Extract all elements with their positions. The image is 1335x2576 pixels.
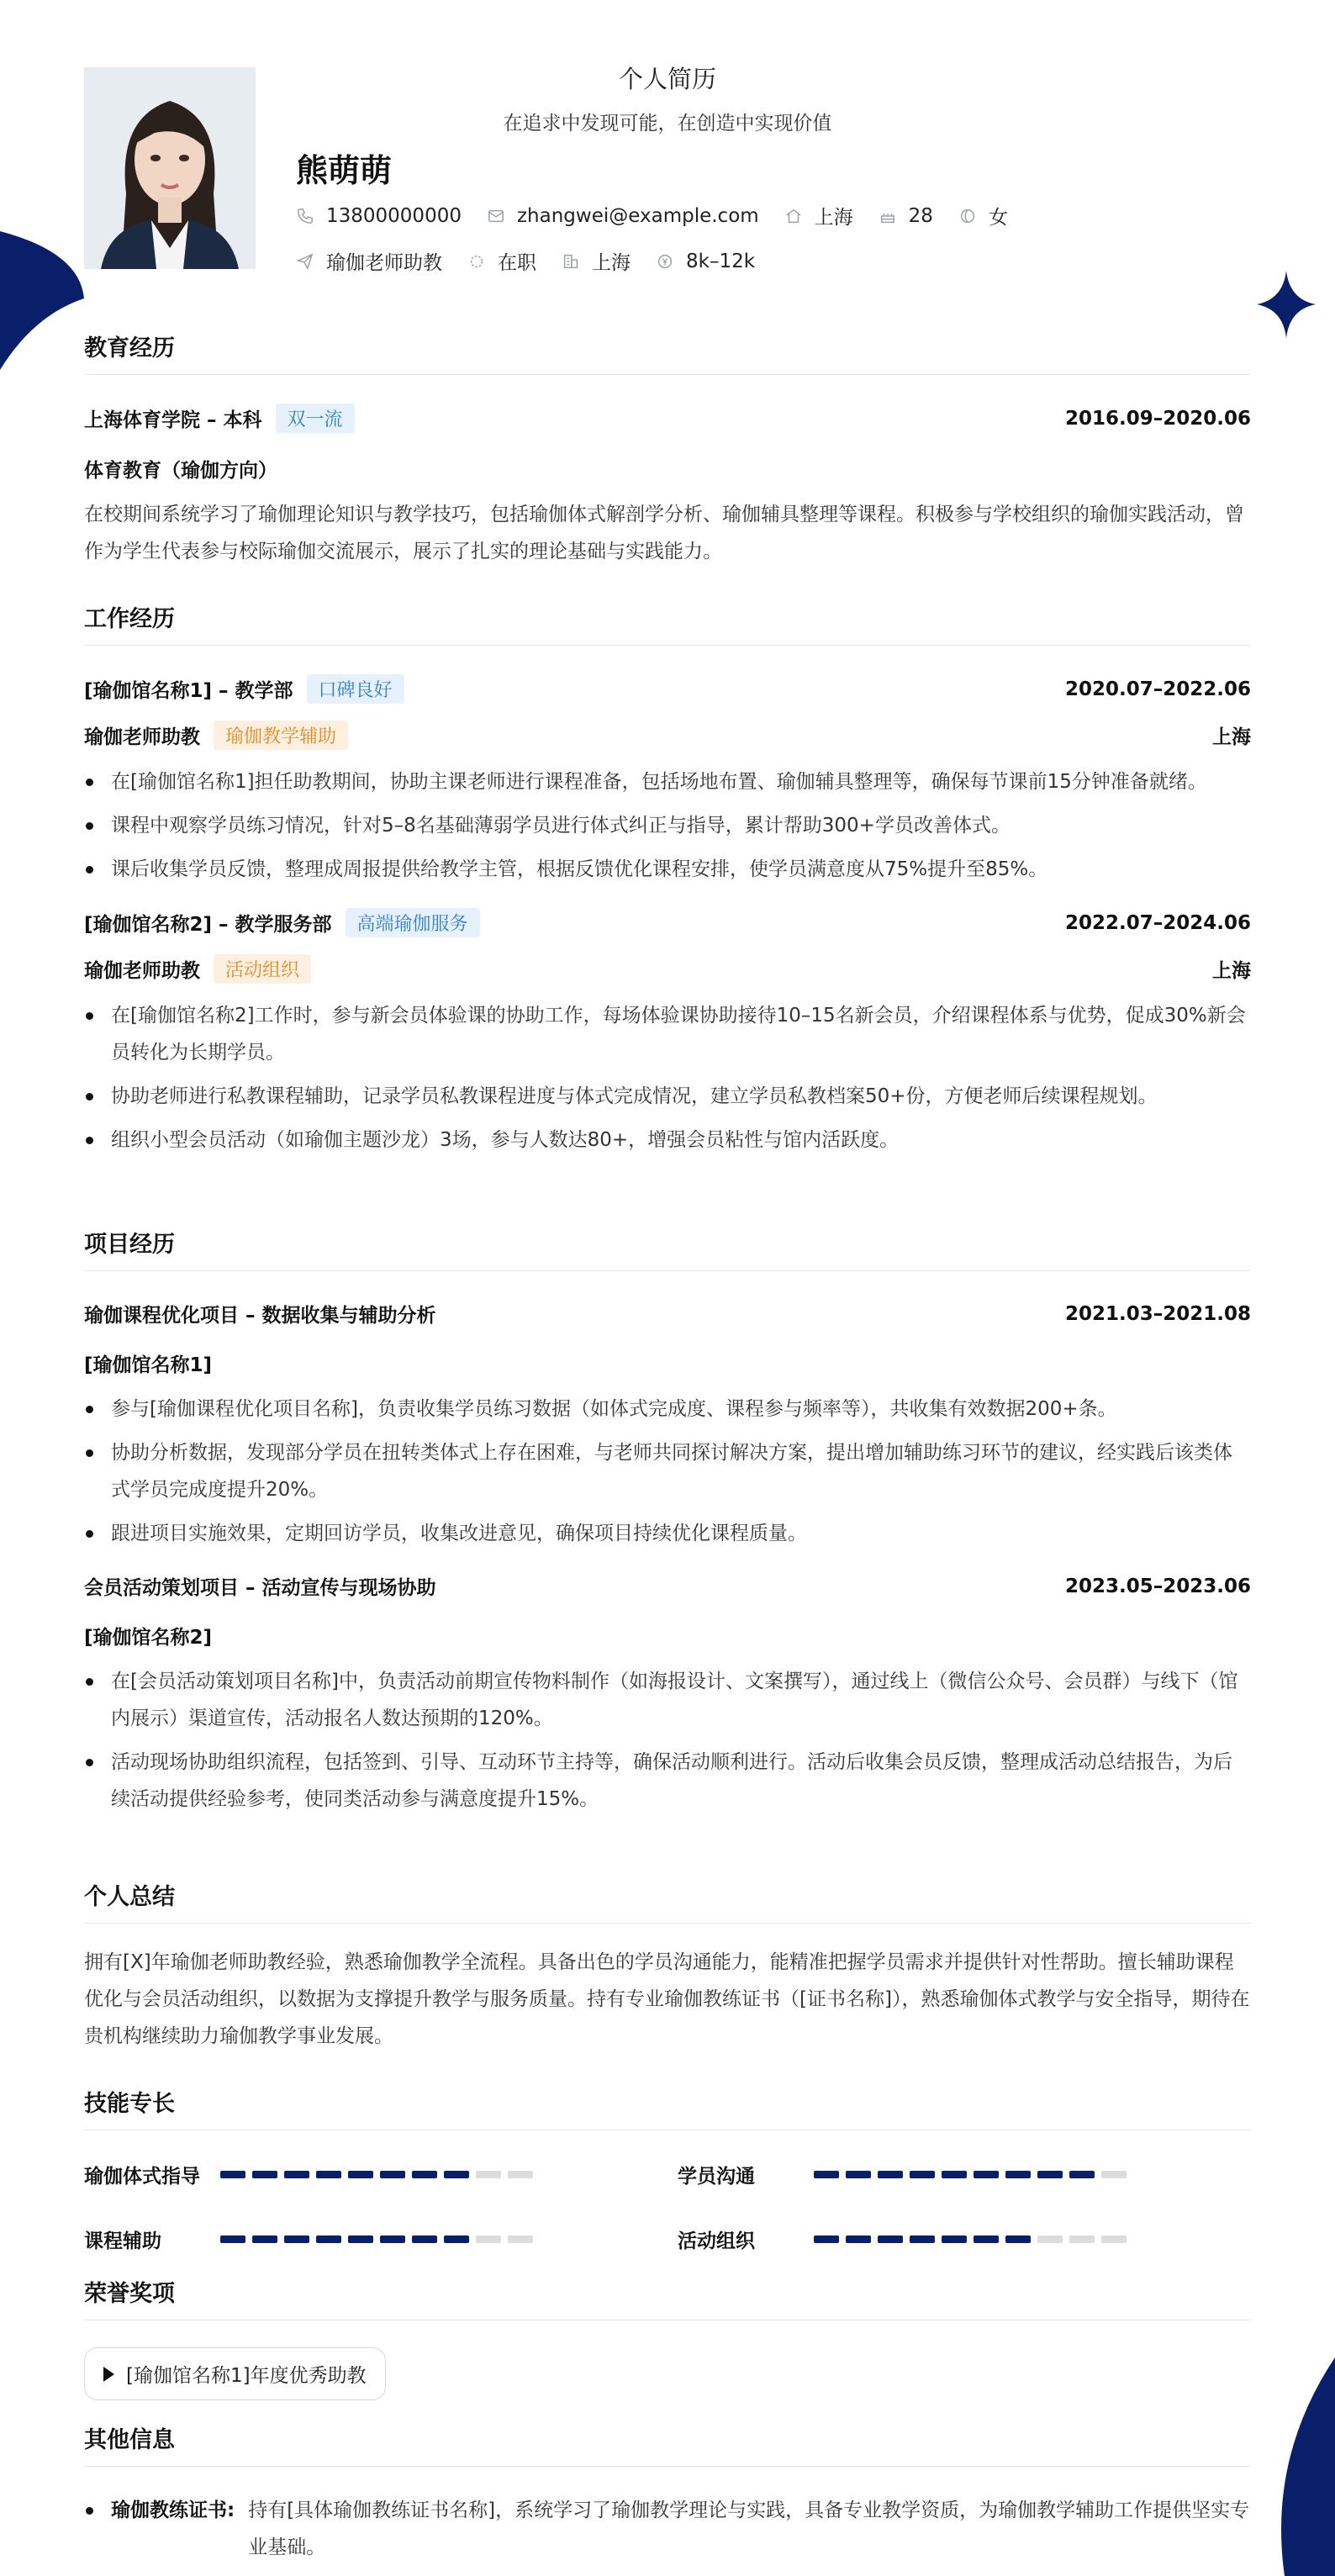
sparkle-icon xyxy=(1257,271,1316,338)
project-bullets xyxy=(84,1663,1251,1818)
skill-level-segment xyxy=(316,2171,341,2178)
skill-level-segment xyxy=(220,2236,245,2243)
caret-right-icon xyxy=(103,2367,114,2382)
skill-name: 学员沟通 xyxy=(678,2166,755,2188)
job-intent-item xyxy=(296,247,442,275)
skill-name: 课程辅助 xyxy=(84,2230,161,2252)
target-city-value: 上海 xyxy=(592,252,631,274)
job-bullets xyxy=(84,763,1251,888)
skill-level-segment xyxy=(814,2171,839,2178)
position-tag: 活动组织 xyxy=(214,954,311,984)
school-tag: 双一流 xyxy=(276,404,355,433)
skill-level-segment xyxy=(508,2171,533,2178)
skill-level-segment xyxy=(1069,2171,1095,2178)
honors-section xyxy=(84,2275,1251,2400)
age-item xyxy=(879,205,933,227)
skill-level-segment xyxy=(846,2236,871,2243)
candidate-name: 熊萌萌 xyxy=(296,152,393,189)
gender-item xyxy=(958,202,1008,230)
skill-level-segment xyxy=(444,2171,469,2178)
job-intent-value: 瑜伽老师助教 xyxy=(326,252,442,274)
job-date: 2020.07–2022.06 xyxy=(1064,678,1251,700)
slogan: 在追求中发现可能，在创造中实现价值 xyxy=(503,113,832,135)
list-item: 在[瑜伽馆名称2]工作时，参与新会员体验课的协助工作，每场体验课协助接待10–15名新会员，介绍课程体系与优势，促成30%新会员转化为长期学员。 xyxy=(84,997,1251,1071)
summary-section xyxy=(84,1878,1251,2055)
gender-value: 女 xyxy=(988,207,1008,229)
resume-page xyxy=(84,0,1251,2558)
company-name: [瑜伽馆名称1] – 教学部 xyxy=(84,680,293,702)
skill-level-segment xyxy=(348,2236,373,2243)
skill-level-segment xyxy=(380,2236,405,2243)
list-item: 活动现场协助组织流程，包括签到、引导、互动环节主持等，确保活动顺利进行。活动后收集会员反馈，整理成活动总结报告，为后续活动提供经验参考，使同类活动参与满意度提升15%。 xyxy=(84,1744,1251,1818)
projects-section xyxy=(84,1226,1251,1824)
education-row xyxy=(84,404,1251,433)
profile-photo xyxy=(84,67,256,269)
project-bullets xyxy=(84,1391,1251,1552)
skill-level-segment xyxy=(910,2171,935,2178)
work-section xyxy=(84,600,1251,1165)
job-company-row xyxy=(84,674,1251,704)
send-icon xyxy=(296,252,314,271)
email-value: zhangwei@example.com xyxy=(516,204,759,227)
other-label: 瑜伽教练证书: xyxy=(111,2499,235,2521)
other-text: 持有[具体瑜伽教练证书名称]，系统学习了瑜伽教学理论与实践，具备专业教学资质，为瑜伽教学辅助工作提供坚实专业基础。 xyxy=(248,2499,1250,2558)
skill-level-bar xyxy=(814,2171,1133,2178)
skill-level-segment xyxy=(1005,2236,1031,2243)
skill-level-segment xyxy=(348,2171,373,2178)
skill-level-segment xyxy=(444,2236,469,2243)
project-org: [瑜伽馆名称2] xyxy=(84,1627,213,1649)
cake-icon xyxy=(879,207,897,225)
skill-level-segment xyxy=(1005,2171,1031,2178)
list-item: 组织小型会员活动（如瑜伽主题沙龙）3场，参与人数达80+，增强会员粘性与馆内活跃度。 xyxy=(84,1122,1251,1159)
mail-icon xyxy=(487,207,505,225)
job-location: 上海 xyxy=(1212,726,1251,748)
skill-level-segment xyxy=(1037,2171,1063,2178)
major-name: 体育教育（瑜伽方向） xyxy=(84,460,277,482)
list-item: 在[会员活动策划项目名称]中，负责活动前期宣传物料制作（如海报设计、文案撰写），通过线上（微信公众号、会员群）与线下（馆内展示）渠道宣传，活动报名人数达预期的120%。 xyxy=(84,1663,1251,1737)
project-row xyxy=(84,1300,1251,1328)
skill-level-bar xyxy=(220,2236,540,2243)
skill-level-segment xyxy=(910,2236,935,2243)
summary-text: 拥有[X]年瑜伽老师助教经验，熟悉瑜伽教学全流程。具备出色的学员沟通能力，能精准把握学员需求并提供针对性帮助。擅长辅助课程优化与会员活动组织，以数据为支撑提升教学与服务质量。持有专业瑜伽教练证书（[证书名称]），熟悉瑜伽体式教学与安全指导，期待在贵机构继续助力瑜伽教学事业发展。 xyxy=(84,1951,1250,2047)
list-item: 课程中观察学员练习情况，针对5–8名基础薄弱学员进行体式纠正与指导，累计帮助300+学员改善体式。 xyxy=(84,807,1251,844)
skill-item xyxy=(678,2161,1251,2188)
money-icon xyxy=(656,252,674,271)
education-section xyxy=(84,330,1251,570)
skill-level-segment xyxy=(412,2236,437,2243)
job-info-row xyxy=(296,247,780,275)
skill-level-segment xyxy=(380,2171,405,2178)
skill-level-segment xyxy=(942,2171,967,2178)
project-org-row xyxy=(84,1622,1251,1650)
section-title: 荣誉奖项 xyxy=(84,2275,1251,2320)
list-item: 课后收集学员反馈，整理成周报提供给教学主管，根据反馈优化课程安排，使学员满意度从75%提升至85%。 xyxy=(84,851,1251,888)
list-item: 协助分析数据，发现部分学员在扭转类体式上存在困难，与老师共同探讨解决方案，提出增加辅助练习环节的建议，经实践后该类体式学员完成度提升20%。 xyxy=(84,1434,1251,1508)
skill-level-segment xyxy=(476,2236,501,2243)
list-item: 在[瑜伽馆名称1]担任助教期间，协助主课老师进行课程准备，包括场地布置、瑜伽辅具整理等，确保每节课前15分钟准备就绪。 xyxy=(84,763,1251,800)
phone-value: 13800000000 xyxy=(326,204,462,227)
section-title: 其他信息 xyxy=(84,2421,1251,2467)
skill-level-segment xyxy=(220,2171,245,2178)
company-name: [瑜伽馆名称2] – 教学服务部 xyxy=(84,914,332,936)
skill-item xyxy=(678,2225,1251,2253)
project-date: 2021.03–2021.08 xyxy=(1064,1302,1251,1325)
project-name: 会员活动策划项目 – 活动宣传与现场协助 xyxy=(84,1577,436,1599)
list-item xyxy=(84,2492,1251,2566)
salary-item xyxy=(656,251,755,272)
project-org: [瑜伽馆名称1] xyxy=(84,1354,213,1376)
section-title: 教育经历 xyxy=(84,330,1251,375)
position-name: 瑜伽老师助教 xyxy=(84,726,200,748)
status-icon xyxy=(467,252,486,271)
skill-level-segment xyxy=(974,2236,999,2243)
building-icon xyxy=(562,252,580,271)
home-icon xyxy=(784,207,803,225)
list-item: 协助老师进行私教课程辅助，记录学员私教课程进度与体式完成情况，建立学员私教档案50+份，方便老师后续课程规划。 xyxy=(84,1078,1251,1115)
resume-title: 个人简历 xyxy=(618,65,716,93)
skill-level-segment xyxy=(878,2171,903,2178)
section-title: 技能专长 xyxy=(84,2085,1251,2130)
skill-item xyxy=(84,2225,678,2253)
skills-section xyxy=(84,2085,1251,2253)
skills-grid xyxy=(84,2161,1251,2253)
skill-level-segment xyxy=(252,2236,277,2243)
position-name: 瑜伽老师助教 xyxy=(84,960,200,982)
email-item xyxy=(487,205,759,227)
contact-info-row xyxy=(296,202,1033,230)
salary-value: 8k–12k xyxy=(686,250,756,272)
company-tag: 口碑良好 xyxy=(307,674,404,704)
list-item: 参与[瑜伽课程优化项目名称]，负责收集学员练习数据（如体式完成度、课程参与频率等），共收集有效数据200+条。 xyxy=(84,1391,1251,1428)
skill-level-segment xyxy=(476,2171,501,2178)
skill-level-bar xyxy=(220,2171,540,2178)
list-item: 跟进项目实施效果，定期回访学员，收集改进意见，确保项目持续优化课程质量。 xyxy=(84,1515,1251,1552)
skill-level-segment xyxy=(814,2236,839,2243)
skill-level-segment xyxy=(1069,2236,1095,2243)
skill-level-segment xyxy=(846,2171,871,2178)
skill-level-segment xyxy=(316,2236,341,2243)
skill-level-segment xyxy=(974,2171,999,2178)
project-date: 2023.05–2023.06 xyxy=(1064,1575,1251,1597)
education-date: 2016.09–2020.06 xyxy=(1064,407,1251,430)
job-bullets xyxy=(84,997,1251,1159)
phone-icon xyxy=(296,207,314,225)
section-title: 工作经历 xyxy=(84,600,1251,646)
honor-item[interactable] xyxy=(84,2347,386,2400)
resume-header xyxy=(84,0,1251,303)
target-city-item xyxy=(562,247,631,275)
skill-level-segment xyxy=(508,2236,533,2243)
skill-item xyxy=(84,2161,678,2188)
job-location: 上海 xyxy=(1212,960,1251,982)
age-value: 28 xyxy=(908,204,933,227)
position-tag: 瑜伽教学辅助 xyxy=(214,721,348,750)
city-item xyxy=(784,202,853,230)
job-company-row xyxy=(84,908,1251,937)
project-name: 瑜伽课程优化项目 – 数据收集与辅助分析 xyxy=(84,1305,436,1327)
skill-level-segment xyxy=(942,2236,967,2243)
skill-level-segment xyxy=(1037,2236,1063,2243)
education-description: 在校期间系统学习了瑜伽理论知识与教学技巧，包括瑜伽体式解剖学分析、瑜伽辅具整理等课程。积极参与学校组织的瑜伽实践活动，曾作为学生代表参与校际瑜伽交流展示，展示了扎实的理论基础与实践能力。 xyxy=(84,504,1244,562)
skill-level-segment xyxy=(412,2171,437,2178)
job-position-row xyxy=(84,721,1251,750)
skill-level-segment xyxy=(284,2236,309,2243)
job-date: 2022.07–2024.06 xyxy=(1064,911,1251,934)
project-org-row xyxy=(84,1349,1251,1377)
honor-label: [瑜伽馆名称1]年度优秀助教 xyxy=(126,2365,367,2387)
status-value: 在职 xyxy=(498,252,536,274)
skill-level-segment xyxy=(1101,2236,1127,2243)
section-title: 项目经历 xyxy=(84,1226,1251,1271)
skill-level-segment xyxy=(252,2171,277,2178)
skill-level-bar xyxy=(814,2236,1133,2243)
city-value: 上海 xyxy=(814,207,853,229)
skill-level-segment xyxy=(1101,2171,1127,2178)
gender-icon xyxy=(958,207,977,225)
phone-item xyxy=(296,205,462,227)
major-row xyxy=(84,455,1251,483)
status-item xyxy=(467,247,536,275)
section-title: 个人总结 xyxy=(84,1878,1251,1924)
skill-name: 活动组织 xyxy=(678,2230,755,2252)
skill-level-segment xyxy=(284,2171,309,2178)
company-tag: 高端瑜伽服务 xyxy=(346,908,480,937)
job-position-row xyxy=(84,954,1251,984)
other-info-section xyxy=(84,2421,1251,2566)
skill-name: 瑜伽体式指导 xyxy=(84,2166,200,2188)
decorative-corner-shape xyxy=(0,0,92,420)
skill-level-segment xyxy=(878,2236,903,2243)
school-name: 上海体育学院 – 本科 xyxy=(84,409,262,431)
project-row xyxy=(84,1572,1251,1600)
